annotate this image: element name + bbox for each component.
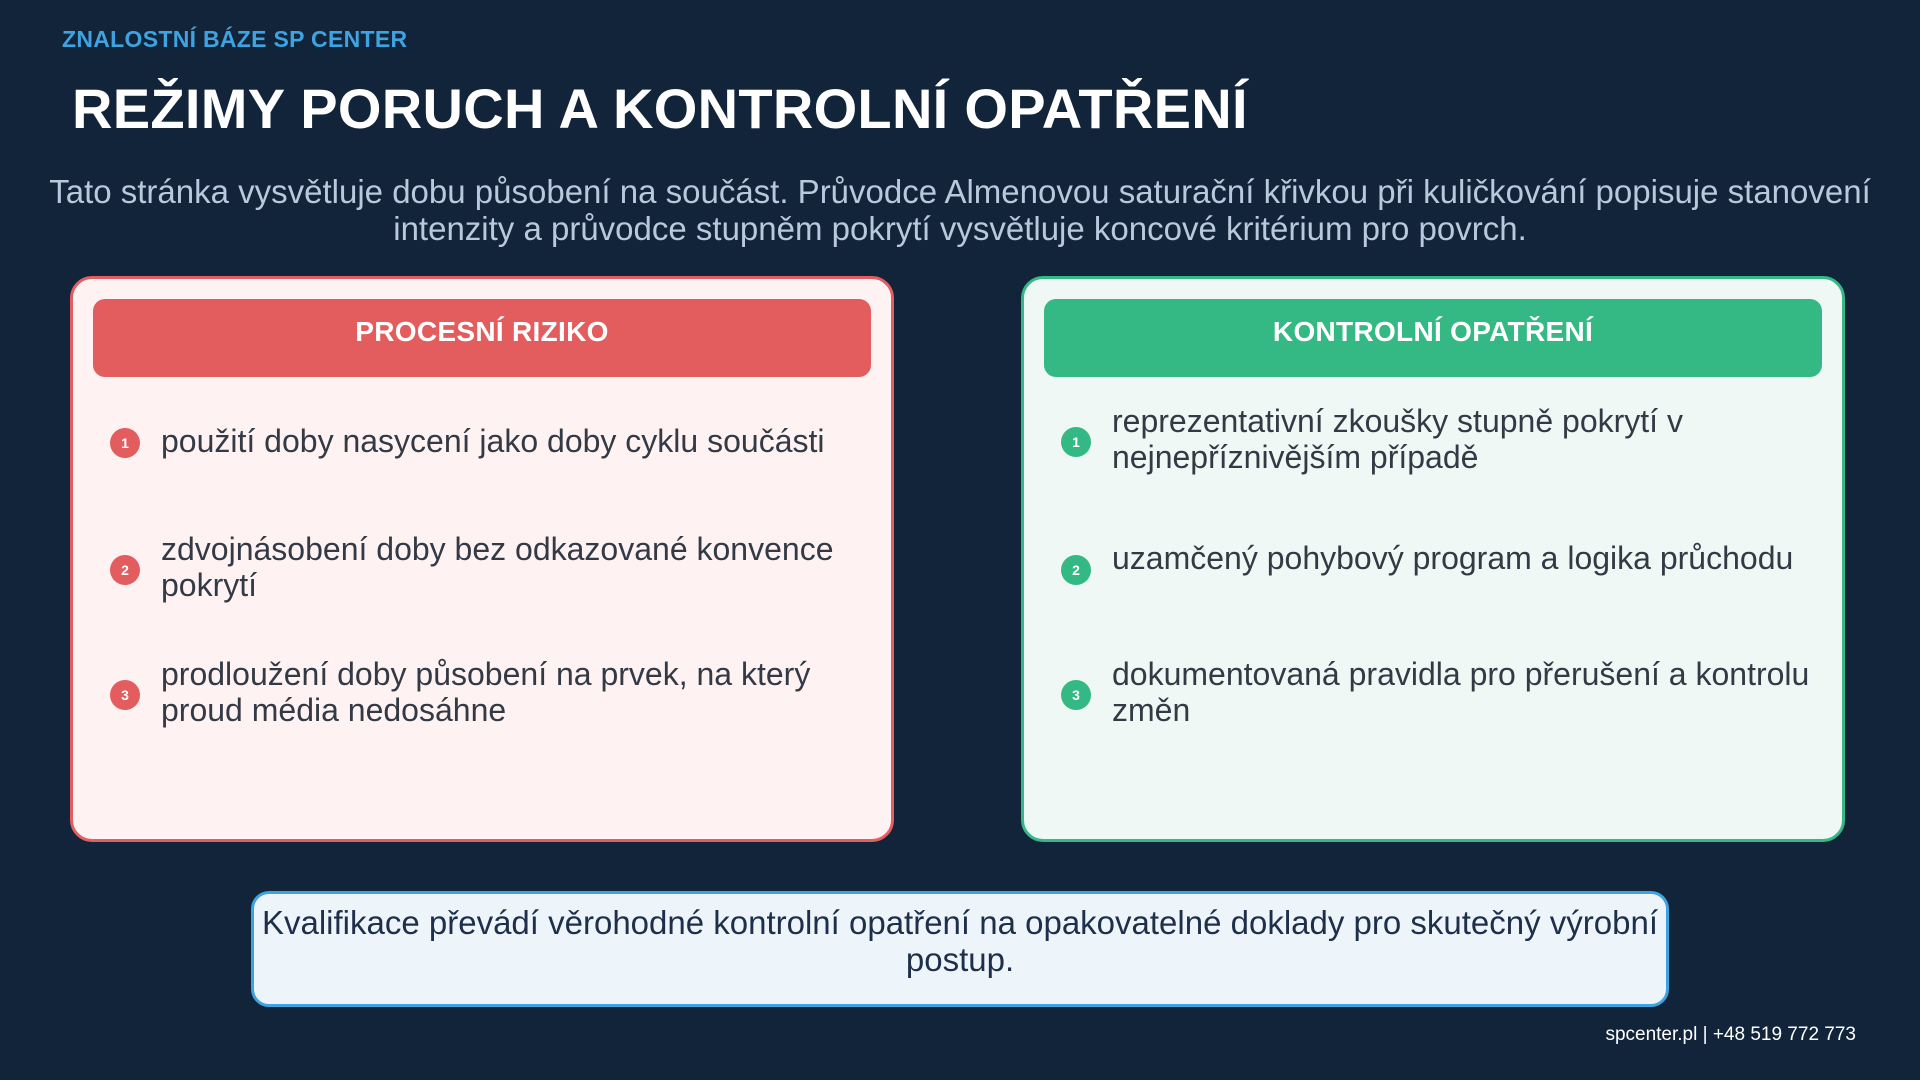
control-item-text: uzamčený pohybový program a logika průchodu <box>1112 540 1794 576</box>
control-item-3 <box>1024 652 1848 732</box>
number-badge-3: 3 <box>1061 680 1091 710</box>
number-badge-3: 3 <box>110 680 140 710</box>
number-badge-2: 2 <box>110 555 140 585</box>
risk-item-text: použití doby nasycení jako doby cyklu součásti <box>161 423 825 459</box>
number-badge-1: 1 <box>110 428 140 458</box>
page-subtitle: Tato stránka vysvětluje dobu působení na součást. Průvodce Almenovou saturační křivkou při kuličkování popisuje stanovení intenzity a průvodce stupněm pokrytí vysvětluje koncové kritérium pro povrch. <box>49 173 1871 247</box>
summary-statement: Kvalifikace převádí věrohodné kontrolní opatření na opakovatelné doklady pro skutečný výrobní postup. <box>261 904 1659 978</box>
process-risk-panel <box>70 276 894 842</box>
control-item-1 <box>1024 403 1848 483</box>
risk-item-1 <box>73 403 897 483</box>
risk-item-3 <box>73 652 897 732</box>
risk-item-text: zdvojnásobení doby bez odkazované konvence pokrytí <box>161 531 834 603</box>
number-badge-2: 2 <box>1061 555 1091 585</box>
page-title: REŽIMY PORUCH A KONTROLNÍ OPATŘENÍ <box>72 77 1248 140</box>
number-badge-1: 1 <box>1061 427 1091 457</box>
contact-info: spcenter.pl | +48 519 772 773 <box>1605 1024 1856 1045</box>
knowledge-base-label: ZNALOSTNÍ BÁZE SP CENTER <box>62 26 408 52</box>
risk-item-text: prodloužení doby působení na prvek, na který proud média nedosáhne <box>161 656 811 728</box>
control-item-text: reprezentativní zkoušky stupně pokrytí v nejnepříznivějším případě <box>1112 403 1683 475</box>
process-risk-heading: PROCESNÍ RIZIKO <box>93 299 871 377</box>
risk-item-2 <box>73 527 897 607</box>
control-measures-heading: KONTROLNÍ OPATŘENÍ <box>1044 299 1822 377</box>
summary-callout <box>251 891 1669 1007</box>
control-measures-panel <box>1021 276 1845 842</box>
control-item-2 <box>1024 527 1848 607</box>
control-item-text: dokumentovaná pravidla pro přerušení a kontrolu změn <box>1112 656 1810 728</box>
